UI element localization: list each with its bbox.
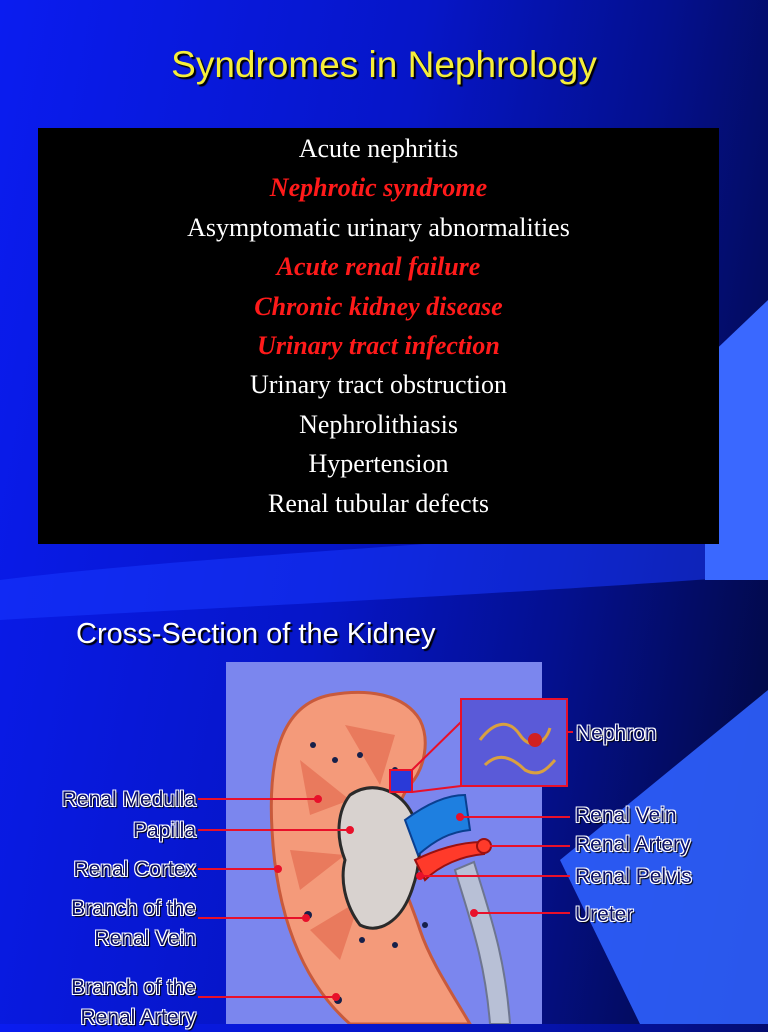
label-nephron: Nephron [576, 722, 657, 745]
label-renal-medulla: Renal Medulla [61, 788, 196, 811]
label-renal-artery: Renal Artery [575, 833, 691, 856]
syndrome-item: Hypertension [308, 449, 449, 479]
syndrome-item: Urinary tract infection [257, 330, 500, 360]
label-ureter: Ureter [575, 903, 634, 926]
syndrome-item: Acute nephritis [298, 134, 459, 163]
label-branch-renal-vein-line2: Renal Vein [94, 927, 196, 950]
syndrome-item: Nephrotic syndrome [269, 173, 488, 203]
syndrome-item: Chronic kidney disease [254, 291, 503, 321]
label-branch-renal-artery-line2: Renal Artery [80, 1006, 196, 1029]
label-papilla: Papilla [132, 819, 196, 842]
syndrome-item: Nephrolithiasis [299, 409, 458, 439]
label-branch-renal-artery-line1: Branch of the [71, 976, 196, 999]
label-renal-cortex: Renal Cortex [73, 858, 196, 881]
syndrome-item: Asymptomatic urinary abnormalities [187, 212, 570, 242]
nephron-location-marker [390, 770, 412, 792]
nephron-inset [461, 699, 567, 786]
syndrome-item: Urinary tract obstruction [249, 370, 508, 400]
glomerulus [528, 733, 542, 747]
slide-title: Syndromes in Nephrology [171, 44, 597, 85]
label-branch-renal-vein-line1: Branch of the [71, 897, 196, 920]
syndrome-item: Renal tubular defects [268, 488, 489, 518]
label-renal-vein: Renal Vein [575, 804, 677, 827]
figure-title: Cross-Section of the Kidney [76, 618, 436, 650]
syndrome-item: Acute renal failure [276, 252, 481, 282]
label-renal-pelvis: Renal Pelvis [575, 865, 692, 888]
